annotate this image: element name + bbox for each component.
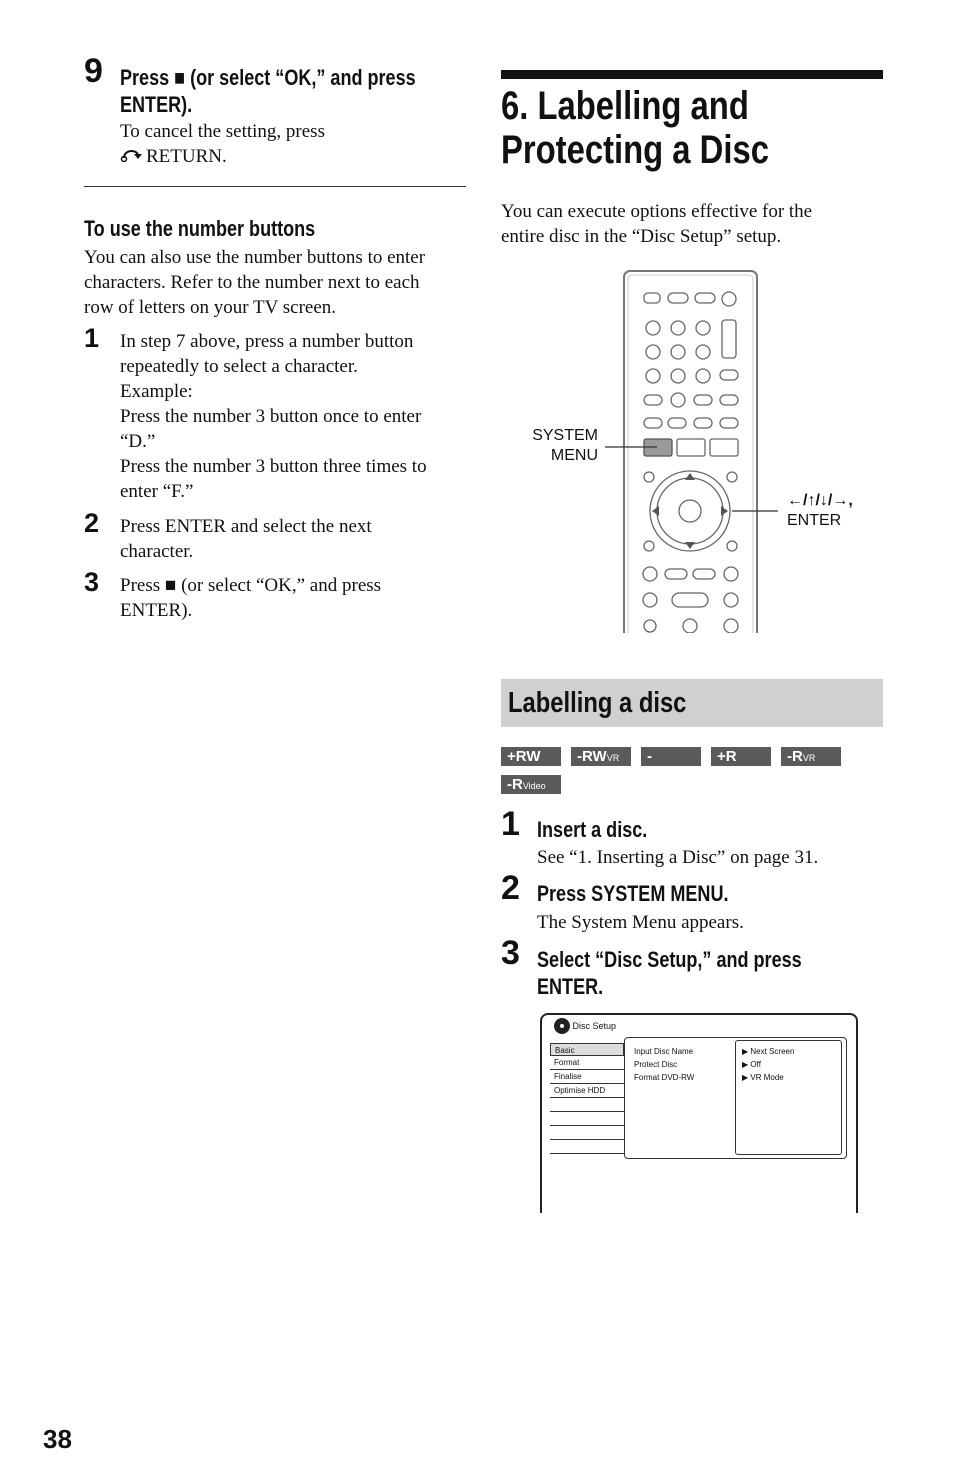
step-heading: Select “Disc Setup,” and press ENTER. bbox=[537, 947, 802, 999]
step-text: Press ■ (or select “OK,” and press ENTER). bbox=[120, 575, 382, 621]
page-title: 6. Labelling and Protecting a Disc bbox=[501, 84, 769, 172]
return-icon bbox=[120, 144, 146, 169]
menu-blank bbox=[550, 1126, 624, 1140]
intro-text: You can also use the number buttons to enter characters. Refer to the number next to each row of letters on your TV screen. bbox=[84, 247, 426, 318]
triangle-right-icon: ▶ bbox=[742, 1060, 749, 1069]
option-format-dvd-rw[interactable]: Format DVD-RW bbox=[634, 1073, 695, 1082]
option-list bbox=[634, 1045, 694, 1084]
callout-arrows-enter: ←/↑/↓/→, ENTER bbox=[787, 492, 853, 529]
menu-blank bbox=[550, 1112, 624, 1126]
menu-item-optimise[interactable]: Optimise HDD bbox=[550, 1084, 624, 1098]
disc-type-badge: +R bbox=[711, 747, 771, 766]
section-title: Labelling a disc bbox=[508, 687, 687, 719]
intro-text: You can execute options effective for the entire disc in the “Disc Setup” setup. bbox=[501, 201, 813, 247]
callout-system-menu: SYSTEM MENU bbox=[532, 427, 598, 464]
triangle-right-icon: ▶ bbox=[742, 1073, 749, 1082]
step-text: In step 7 above, press a number button repeatedly to select a character. Example: Press the number 3 button once to enter “D.” Press the number 3 button three times to enter “F.” bbox=[120, 331, 427, 502]
disc-type-badge: -RWVR bbox=[571, 747, 631, 766]
disc-type-badge: -RVideo bbox=[501, 775, 561, 794]
disc-type-badge: -RVR bbox=[781, 747, 841, 766]
screen-menu bbox=[550, 1043, 624, 1154]
step-heading: Press SYSTEM MENU. bbox=[537, 881, 729, 906]
triangle-right-icon: ▶ bbox=[742, 1047, 749, 1056]
step-number: 2 bbox=[84, 508, 100, 538]
step-body: To cancel the setting, press RETURN. bbox=[120, 121, 325, 167]
disc-type-badge: +RW bbox=[501, 747, 561, 766]
menu-item-finalise[interactable]: Finalise bbox=[550, 1070, 624, 1084]
step-number: 1 bbox=[501, 805, 520, 843]
step-text: Press ENTER and select the next character. bbox=[120, 516, 372, 562]
option-input-disc-name[interactable]: Input Disc Name bbox=[634, 1047, 694, 1056]
step-number: 3 bbox=[501, 934, 520, 972]
step-body: See “1. Inserting a Disc” on page 31. bbox=[537, 847, 819, 868]
disc-type-badge: -RWVideo bbox=[641, 747, 701, 766]
disc-icon bbox=[554, 1018, 570, 1034]
option-protect-disc[interactable]: Protect Disc bbox=[634, 1060, 678, 1069]
step-number: 3 bbox=[84, 567, 100, 597]
title-rule bbox=[501, 70, 883, 79]
divider bbox=[84, 186, 466, 187]
screen-title: Disc Setup bbox=[554, 1018, 616, 1034]
value-list: ▶ Next Screen ▶ Off ▶ VR Mode bbox=[742, 1047, 795, 1082]
menu-blank bbox=[550, 1098, 624, 1112]
step-number: 9 bbox=[84, 52, 103, 90]
step-heading: Press ■ (or select “OK,” and press ENTER). bbox=[120, 65, 416, 117]
menu-item-basic[interactable]: Basic bbox=[550, 1043, 624, 1056]
step-number: 1 bbox=[84, 323, 100, 353]
menu-item-format[interactable]: Format bbox=[550, 1056, 624, 1070]
step-heading: Insert a disc. bbox=[537, 817, 648, 842]
step-number: 2 bbox=[501, 869, 520, 907]
page-number: 38 bbox=[43, 1424, 72, 1454]
subsection-title: To use the number buttons bbox=[84, 216, 316, 241]
step-body: The System Menu appears. bbox=[537, 912, 744, 933]
menu-blank bbox=[550, 1140, 624, 1154]
